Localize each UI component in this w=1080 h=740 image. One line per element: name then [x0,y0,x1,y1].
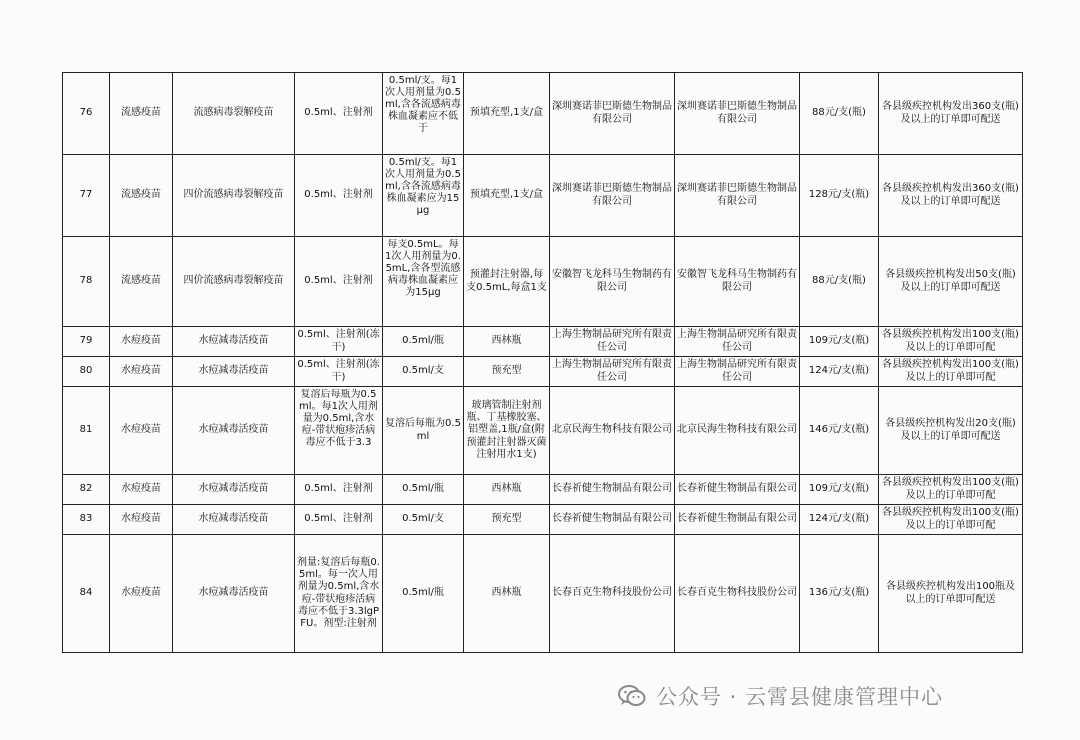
cell-supplier: 深圳赛诺菲巴斯德生物制品有限公司 [675,73,800,155]
cell-no: 83 [63,505,110,535]
cell-manufacturer: 深圳赛诺菲巴斯德生物制品有限公司 [550,73,675,155]
cell-dosage-description: 复溶后每瓶为0.5ml [383,387,464,475]
cell-specification: 0.5ml、注射剂(冻干) [295,327,383,357]
cell-supplier: 深圳赛诺菲巴斯德生物制品有限公司 [675,155,800,237]
cell-vaccine-type: 流感疫苗 [110,73,173,155]
cell-price: 88元/支(瓶) [800,73,879,155]
cell-no: 82 [63,475,110,505]
cell-supplier: 上海生物制品研究所有限责任公司 [675,327,800,357]
cell-delivery-terms: 各县级疾控机构发出100瓶及以上的订单即可配送 [879,535,1023,653]
cell-vaccine-type: 流感疫苗 [110,155,173,237]
cell-price: 146元/支(瓶) [800,387,879,475]
cell-supplier: 北京民海生物科技有限公司 [675,387,800,475]
watermark [618,679,943,713]
cell-manufacturer: 安徽智飞龙科马生物制药有限公司 [550,237,675,327]
cell-price: 128元/支(瓶) [800,155,879,237]
cell-delivery-terms: 各县级疾控机构发出360支(瓶)及以上的订单即可配送 [879,73,1023,155]
cell-dosage-description-text: 0.5ml/支。每1次人用剂量为0.5ml,含各流感病毒株血凝素应为15μg [385,156,461,217]
cell-dosage-description: 0.5ml/支 [383,357,464,387]
cell-manufacturer: 长春百克生物科技股份公司 [550,535,675,653]
cell-delivery-terms: 各县级疾控机构发出100支(瓶)及以上的订单即可配 [879,505,1023,535]
cell-manufacturer: 长春祈健生物制品有限公司 [550,505,675,535]
cell-no: 76 [63,73,110,155]
cell-vaccine-type: 水痘疫苗 [110,327,173,357]
table-row [63,327,1023,357]
cell-manufacturer: 上海生物制品研究所有限责任公司 [550,327,675,357]
table-row [63,475,1023,505]
vaccine-price-table [62,72,1023,653]
cell-product-name: 水痘减毒活疫苗 [173,327,295,357]
cell-dosage-description [383,155,464,237]
cell-dosage-description: 0.5ml/支 [383,505,464,535]
cell-supplier: 长春祈健生物制品有限公司 [675,505,800,535]
cell-product-name: 四价流感病毒裂解疫苗 [173,155,295,237]
cell-product-name: 流感病毒裂解疫苗 [173,73,295,155]
cell-supplier: 安徽智飞龙科马生物制药有限公司 [675,237,800,327]
cell-vaccine-type: 水痘疫苗 [110,357,173,387]
cell-product-name: 水痘减毒活疫苗 [173,357,295,387]
watermark-text: 公众号 · 云霄县健康管理中心 [656,685,944,709]
cell-price: 124元/支(瓶) [800,505,879,535]
cell-no: 80 [63,357,110,387]
cell-dosage-description [383,237,464,327]
cell-product-name: 水痘减毒活疫苗 [173,475,295,505]
cell-packaging: 西林瓶 [464,475,550,505]
cell-delivery-terms: 各县级疾控机构发出100支(瓶)及以上的订单即可配 [879,475,1023,505]
cell-delivery-terms: 各县级疾控机构发出50支(瓶)及以上的订单即可配送 [879,237,1023,327]
cell-manufacturer: 长春祈健生物制品有限公司 [550,475,675,505]
cell-specification [295,387,383,475]
cell-vaccine-type: 水痘疫苗 [110,475,173,505]
cell-product-name: 水痘减毒活疫苗 [173,535,295,653]
cell-no: 81 [63,387,110,475]
cell-packaging: 预充型 [464,357,550,387]
cell-dosage-description: 0.5ml/瓶 [383,327,464,357]
cell-packaging: 预灌封注射器,每支0.5mL,每盒1支 [464,237,550,327]
table-row [63,535,1023,653]
cell-dosage-description-text: 每支0.5mL。每1次人用剂量为0.5mL,含各型流感病毒株血凝素应为15μg [385,238,461,299]
cell-packaging: 玻璃管制注射剂瓶、丁基橡胶塞、铝塑盖,1瓶/盒(附预灌封注射器灭菌注射用水1支) [464,387,550,475]
cell-supplier: 长春祈健生物制品有限公司 [675,475,800,505]
cell-price: 109元/支(瓶) [800,475,879,505]
cell-manufacturer: 北京民海生物科技有限公司 [550,387,675,475]
cell-no: 79 [63,327,110,357]
table-row [63,387,1023,475]
cell-delivery-terms: 各县级疾控机构发出20支(瓶)及以上的订单即可配送 [879,387,1023,475]
cell-price: 124元/支(瓶) [800,357,879,387]
cell-delivery-terms: 各县级疾控机构发出360支(瓶)及以上的订单即可配送 [879,155,1023,237]
cell-product-name: 四价流感病毒裂解疫苗 [173,237,295,327]
cell-specification: 0.5ml、注射剂 [295,505,383,535]
cell-price: 109元/支(瓶) [800,327,879,357]
cell-specification: 0.5ml、注射剂 [295,73,383,155]
cell-vaccine-type: 流感疫苗 [110,237,173,327]
cell-delivery-terms: 各县级疾控机构发出100支(瓶)及以上的订单即可配 [879,357,1023,387]
table-row [63,505,1023,535]
cell-packaging: 预填充型,1支/盒 [464,155,550,237]
cell-vaccine-type: 水痘疫苗 [110,505,173,535]
cell-supplier: 长春百克生物科技股份公司 [675,535,800,653]
cell-price: 88元/支(瓶) [800,237,879,327]
table-body [63,73,1023,653]
cell-vaccine-type: 水痘疫苗 [110,535,173,653]
table-row [63,155,1023,237]
cell-specification: 剂量:复溶后每瓶0.5ml。每一次人用剂量为0.5ml,含水痘-带状疱疹活病毒应不低于3.3lgPFU。剂型:注射剂 [295,535,383,653]
cell-packaging: 西林瓶 [464,535,550,653]
cell-dosage-description: 0.5ml/瓶 [383,535,464,653]
cell-manufacturer: 上海生物制品研究所有限责任公司 [550,357,675,387]
cell-supplier: 上海生物制品研究所有限责任公司 [675,357,800,387]
cell-specification: 0.5ml、注射剂 [295,475,383,505]
cell-no: 77 [63,155,110,237]
cell-vaccine-type: 水痘疫苗 [110,387,173,475]
cell-dosage-description: 0.5ml/瓶 [383,475,464,505]
cell-dosage-description-text: 0.5ml/支。每1次人用剂量为0.5ml,含各流感病毒株血凝素应不低于 [385,74,461,135]
table-row [63,237,1023,327]
cell-delivery-terms: 各县级疾控机构发出100支(瓶)及以上的订单即可配 [879,327,1023,357]
cell-specification: 0.5ml、注射剂 [295,237,383,327]
wechat-logo-icon [618,684,646,708]
table-row [63,73,1023,155]
cell-product-name: 水痘减毒活疫苗 [173,387,295,475]
table-row [63,357,1023,387]
cell-no: 78 [63,237,110,327]
cell-price: 136元/支(瓶) [800,535,879,653]
cell-manufacturer: 深圳赛诺菲巴斯德生物制品有限公司 [550,155,675,237]
cell-packaging: 预充型 [464,505,550,535]
cell-packaging: 预填充型,1支/盒 [464,73,550,155]
cell-packaging: 西林瓶 [464,327,550,357]
cell-product-name: 水痘减毒活疫苗 [173,505,295,535]
cell-no: 84 [63,535,110,653]
cell-specification: 0.5ml、注射剂 [295,155,383,237]
cell-specification-text: 复溶后每瓶为0.5ml。每1次人用剂量为0.5ml,含水痘-带状疱疹活病毒应不低于3.3 [299,388,378,449]
cell-dosage-description [383,73,464,155]
cell-specification: 0.5ml、注射剂(冻干) [295,357,383,387]
